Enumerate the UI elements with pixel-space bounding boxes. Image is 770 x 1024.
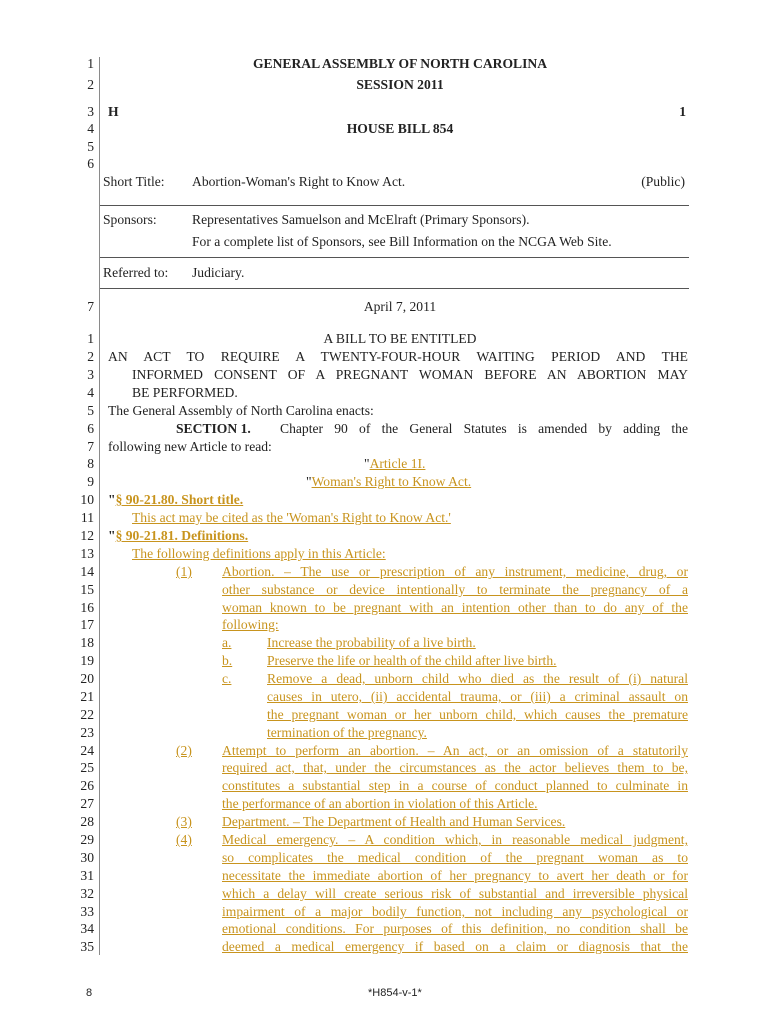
page-line xyxy=(0,103,770,121)
line-number: 12 xyxy=(80,528,94,543)
definition-text: Medical emergency. – A condition which, in reasonable medical judgment, xyxy=(222,832,688,847)
line-number: 22 xyxy=(80,707,94,722)
divider xyxy=(100,257,689,258)
body-line xyxy=(0,831,770,849)
article-number: Article 1I. xyxy=(369,456,426,471)
subitem-letter: c. xyxy=(222,671,232,686)
subitem-text: Preserve the life or health of the child after live birth. xyxy=(267,653,557,668)
line-number: 24 xyxy=(80,743,94,758)
sponsors: Representatives Samuelson and McElraft (Primary Sponsors). xyxy=(192,212,530,227)
referred-row xyxy=(0,264,770,282)
open-quote: " xyxy=(306,474,312,489)
section-body: The following definitions apply in this Article: xyxy=(132,546,386,561)
subitem-letter: a. xyxy=(222,635,232,650)
line-number: 3 xyxy=(87,104,94,119)
line-number: 21 xyxy=(80,689,94,704)
body-line xyxy=(0,867,770,885)
article-title: Woman's Right to Know Act. xyxy=(311,474,472,489)
line-number: 20 xyxy=(80,671,94,686)
act-title-line: BE PERFORMED. xyxy=(132,385,238,400)
definition-text: woman known to be pregnant with an intention other than to do any of the xyxy=(222,600,688,615)
body-line xyxy=(0,420,770,438)
short-title-label: Short Title: xyxy=(103,174,165,189)
body-line xyxy=(0,438,770,456)
body-line xyxy=(0,849,770,867)
line-number: 1 xyxy=(87,331,94,346)
body-line xyxy=(0,938,770,956)
bill-version: 1 xyxy=(679,104,686,119)
divider xyxy=(100,288,689,289)
definition-number: (4) xyxy=(176,832,192,847)
definition-text: emotional conditions. For purposes of this definition, no condition shall be xyxy=(222,921,688,936)
body-line xyxy=(0,599,770,617)
section-label: SECTION 1. xyxy=(176,421,251,436)
line-number: 30 xyxy=(80,850,94,865)
body-line xyxy=(0,742,770,760)
body-line xyxy=(0,706,770,724)
section-text: Chapter 90 of the General Statutes is amended by adding the xyxy=(280,421,688,436)
body-line xyxy=(0,455,770,473)
body-line xyxy=(0,545,770,563)
divider xyxy=(100,205,689,206)
page-line xyxy=(0,298,770,316)
line-number: 28 xyxy=(80,814,94,829)
body-line xyxy=(0,759,770,777)
line-number: 7 xyxy=(87,439,94,454)
definition-text: other substance or device intentionally to terminate the pregnancy of a xyxy=(222,582,688,597)
line-number: 19 xyxy=(80,653,94,668)
line-number: 17 xyxy=(80,617,94,632)
entitled-heading: A BILL TO BE ENTITLED xyxy=(323,331,477,346)
body-line xyxy=(0,795,770,813)
line-number: 11 xyxy=(80,510,94,525)
section-heading: § 90-21.81. Definitions. xyxy=(115,528,249,543)
sponsors-label: Sponsors: xyxy=(103,212,157,227)
bill-date: April 7, 2011 xyxy=(363,299,437,314)
body-line xyxy=(0,920,770,938)
line-number: 13 xyxy=(80,546,94,561)
line-number: 16 xyxy=(80,600,94,615)
definition-text: Attempt to perform an abortion. – An act, or an omission of a statutorily xyxy=(222,743,688,758)
open-quote: " xyxy=(108,528,116,543)
referred-committee: Judiciary. xyxy=(192,265,245,280)
act-title-line: AN ACT TO REQUIRE A TWENTY-FOUR-HOUR WAITING PERIOD AND THE xyxy=(108,349,688,364)
definition-text: Abortion. – The use or prescription of any instrument, medicine, drug, or xyxy=(222,564,688,579)
definition-text: the performance of an abortion in violation of this Article. xyxy=(222,796,538,811)
section-text: following new Article to read: xyxy=(108,439,272,454)
open-quote: " xyxy=(108,492,116,507)
body-line xyxy=(0,634,770,652)
sponsors-row xyxy=(0,211,770,229)
line-number: 10 xyxy=(80,492,94,507)
line-number: 6 xyxy=(87,421,94,436)
body-line xyxy=(0,885,770,903)
definition-text: impairment of a major bodily function, not including any psychological or xyxy=(222,904,688,919)
page-line xyxy=(0,138,770,156)
line-number: 23 xyxy=(80,725,94,740)
body-line xyxy=(0,509,770,527)
page-number: 8 xyxy=(86,987,93,999)
subitem-text: Increase the probability of a live birth. xyxy=(267,635,476,650)
body-line xyxy=(0,348,770,366)
body-line xyxy=(0,813,770,831)
line-number: 6 xyxy=(87,156,94,171)
definition-text: Department. – The Department of Health and Human Services. xyxy=(222,814,566,829)
line-number: 27 xyxy=(80,796,94,811)
line-number: 35 xyxy=(80,939,94,954)
subitem-text: Remove a dead, unborn child who died as the result of (i) natural xyxy=(267,671,688,686)
body-line xyxy=(0,491,770,509)
definition-text: necessitate the immediate abortion of her pregnancy to avert her death or for xyxy=(222,868,688,883)
definition-text: deemed a medical emergency if based on a claim or diagnosis that the xyxy=(222,939,688,954)
body-line xyxy=(0,652,770,670)
page-line xyxy=(0,55,770,73)
line-number: 25 xyxy=(80,760,94,775)
line-number: 15 xyxy=(80,582,94,597)
bill-number: HOUSE BILL 854 xyxy=(346,121,454,136)
subitem-text: termination of the pregnancy. xyxy=(267,725,427,740)
body-line xyxy=(0,473,770,491)
body-line xyxy=(0,903,770,921)
open-quote: " xyxy=(364,456,370,471)
subitem-text: the pregnant woman or her unborn child, which causes the premature xyxy=(267,707,688,722)
page-line xyxy=(0,155,770,173)
body-line xyxy=(0,581,770,599)
line-number: 8 xyxy=(87,456,94,471)
definition-number: (3) xyxy=(176,814,192,829)
line-number: 33 xyxy=(80,904,94,919)
body-line xyxy=(0,330,770,348)
line-number: 2 xyxy=(87,77,94,92)
line-number: 5 xyxy=(87,403,94,418)
line-number: 29 xyxy=(80,832,94,847)
subitem-letter: b. xyxy=(222,653,233,668)
line-number: 32 xyxy=(80,886,94,901)
referred-label: Referred to: xyxy=(103,265,169,280)
line-number: 5 xyxy=(87,139,94,154)
body-line xyxy=(0,366,770,384)
subitem-text: causes in utero, (ii) accidental trauma, or (iii) a criminal assault on xyxy=(267,689,688,704)
sponsors-note: For a complete list of Sponsors, see Bill Information on the NCGA Web Site. xyxy=(192,234,612,249)
definition-text: which a delay will create serious risk of substantial and irreversible physical xyxy=(222,886,688,901)
act-title-line: INFORMED CONSENT OF A PREGNANT WOMAN BEFORE AN ABORTION MAY xyxy=(132,367,688,382)
definition-text: following: xyxy=(222,617,279,632)
body-line xyxy=(0,384,770,402)
body-line xyxy=(0,527,770,545)
line-number: 4 xyxy=(87,121,94,136)
body-line xyxy=(0,724,770,742)
bill-barcode-code: *H854-v-1* xyxy=(368,987,422,999)
line-number: 14 xyxy=(80,564,94,579)
body-line xyxy=(0,563,770,581)
session-heading: SESSION 2011 xyxy=(356,77,444,92)
section-body: This act may be cited as the 'Woman's Right to Know Act.' xyxy=(132,510,451,525)
line-number: 9 xyxy=(87,474,94,489)
body-line xyxy=(0,670,770,688)
definition-text: constitutes a substantial step in a course of conduct planned to culminate in xyxy=(222,778,688,793)
public-label: (Public) xyxy=(641,174,685,189)
definition-number: (2) xyxy=(176,743,192,758)
definition-number: (1) xyxy=(176,564,192,579)
line-number: 4 xyxy=(87,385,94,400)
line-number: 1 xyxy=(87,56,94,71)
body-line xyxy=(0,777,770,795)
page-line xyxy=(0,76,770,94)
definition-text: required act, that, under the circumstances as the actor believes them to be, xyxy=(222,760,688,775)
body-line xyxy=(0,616,770,634)
line-number: 26 xyxy=(80,778,94,793)
short-title: Abortion-Woman's Right to Know Act. xyxy=(192,174,406,189)
short-title-row xyxy=(0,173,770,191)
assembly-heading: GENERAL ASSEMBLY OF NORTH CAROLINA xyxy=(252,56,548,71)
line-number: 34 xyxy=(80,921,94,936)
chamber-letter: H xyxy=(108,104,119,119)
section-heading: § 90-21.80. Short title. xyxy=(115,492,244,507)
body-line xyxy=(0,688,770,706)
sponsors-row xyxy=(0,233,770,251)
line-number: 31 xyxy=(80,868,94,883)
enacting-clause: The General Assembly of North Carolina enacts: xyxy=(108,403,374,418)
body-line xyxy=(0,402,770,420)
definition-text: so complicates the medical condition of the pregnant woman as to xyxy=(222,850,688,865)
line-number: 18 xyxy=(80,635,94,650)
page-line xyxy=(0,120,770,138)
line-number: 2 xyxy=(87,349,94,364)
line-number: 3 xyxy=(87,367,94,382)
line-number: 7 xyxy=(87,299,94,314)
